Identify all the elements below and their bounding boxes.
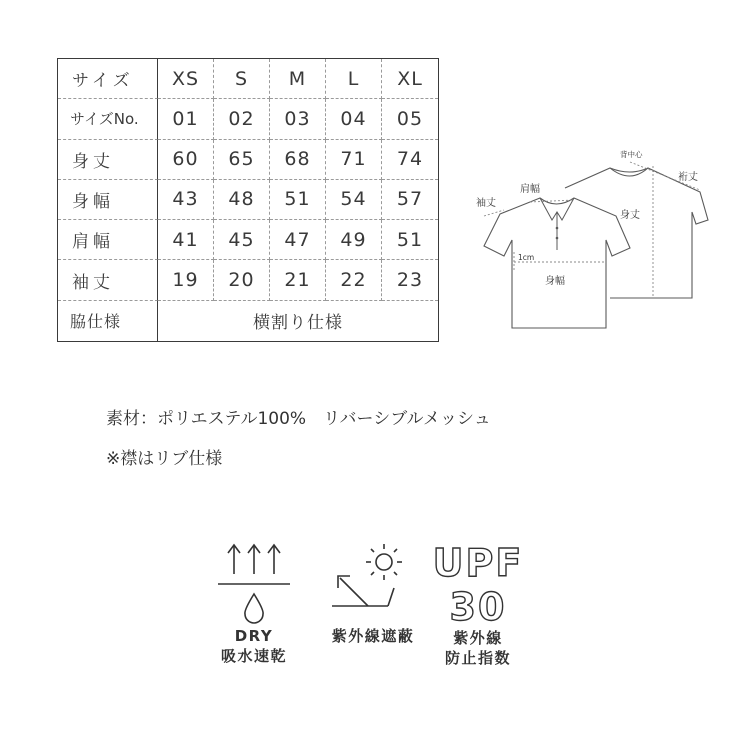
upf-badge-top: UPF	[432, 541, 524, 585]
side-spec-value: 横割り仕様	[253, 313, 343, 334]
dry-caption-1: DRY	[234, 627, 274, 645]
table-cell: 19	[158, 260, 214, 300]
table-cell: 01	[158, 99, 214, 139]
size-xl: XL	[382, 59, 438, 99]
table-cell: 21	[270, 260, 326, 300]
upf-caption-1: 紫外線	[453, 629, 503, 647]
row-label-sleeve: 袖丈	[58, 260, 158, 300]
label-offset: 1cm	[518, 253, 535, 262]
table-cell: 49	[326, 220, 382, 260]
upf-badge-bottom: 30	[449, 585, 507, 628]
label-shoulder: 肩幅	[520, 184, 540, 195]
polo-shirt-illustration	[470, 140, 720, 340]
label-length: 身丈	[620, 210, 640, 221]
table-cell: 02	[214, 99, 270, 139]
table-cell: 47	[270, 220, 326, 260]
label-width: 身幅	[545, 276, 565, 287]
table-cell: 04	[326, 99, 382, 139]
table-cell: 54	[326, 180, 382, 220]
uv-caption: 紫外線遮蔽	[331, 627, 415, 645]
table-cell: 65	[214, 140, 270, 180]
collar-note: ※襟はリブ仕様	[106, 449, 223, 469]
table-cell: 51	[382, 220, 438, 260]
upf-icon	[428, 536, 528, 628]
row-label-width: 身幅	[58, 180, 158, 220]
table-cell: 23	[382, 260, 438, 300]
size-m: M	[270, 59, 326, 99]
table-cell: 05	[382, 99, 438, 139]
feature-upf	[428, 536, 528, 668]
uv-cut-icon	[318, 540, 428, 626]
size-l: L	[326, 59, 382, 99]
table-cell: 03	[270, 99, 326, 139]
upf-caption-2: 防止指数	[444, 649, 511, 667]
shirt-measurement-diagram	[470, 140, 720, 340]
row-label-side-spec: 脇仕様	[58, 301, 158, 341]
table-cell: 48	[214, 180, 270, 220]
dry-icon	[214, 540, 294, 626]
material-text: 素材：ポリエステル100% リバーシブルメッシュ	[106, 409, 491, 429]
feature-dry	[214, 540, 294, 666]
size-s: S	[214, 59, 270, 99]
table-cell: 51	[270, 180, 326, 220]
dry-caption-2: 吸水速乾	[220, 647, 287, 665]
table-cell: 57	[382, 180, 438, 220]
label-sleeve: 袖丈	[476, 198, 496, 209]
table-cell: 74	[382, 140, 438, 180]
feature-uv-cut	[318, 540, 428, 646]
size-table	[57, 58, 439, 342]
row-label-shoulder: 肩幅	[58, 220, 158, 260]
row-label-length: 身丈	[58, 140, 158, 180]
table-cell: 41	[158, 220, 214, 260]
table-cell: 68	[270, 140, 326, 180]
table-cell: 20	[214, 260, 270, 300]
table-cell: 45	[214, 220, 270, 260]
table-cell: 71	[326, 140, 382, 180]
table-cell: 22	[326, 260, 382, 300]
table-cell: 43	[158, 180, 214, 220]
label-yuki: 裄丈	[678, 172, 698, 183]
row-label-size-no: サイズNo.	[58, 99, 158, 139]
size-xs: XS	[158, 59, 214, 99]
size-header-label: サイズ	[58, 59, 158, 99]
table-cell: 60	[158, 140, 214, 180]
label-back-center: 背中心	[620, 150, 643, 159]
